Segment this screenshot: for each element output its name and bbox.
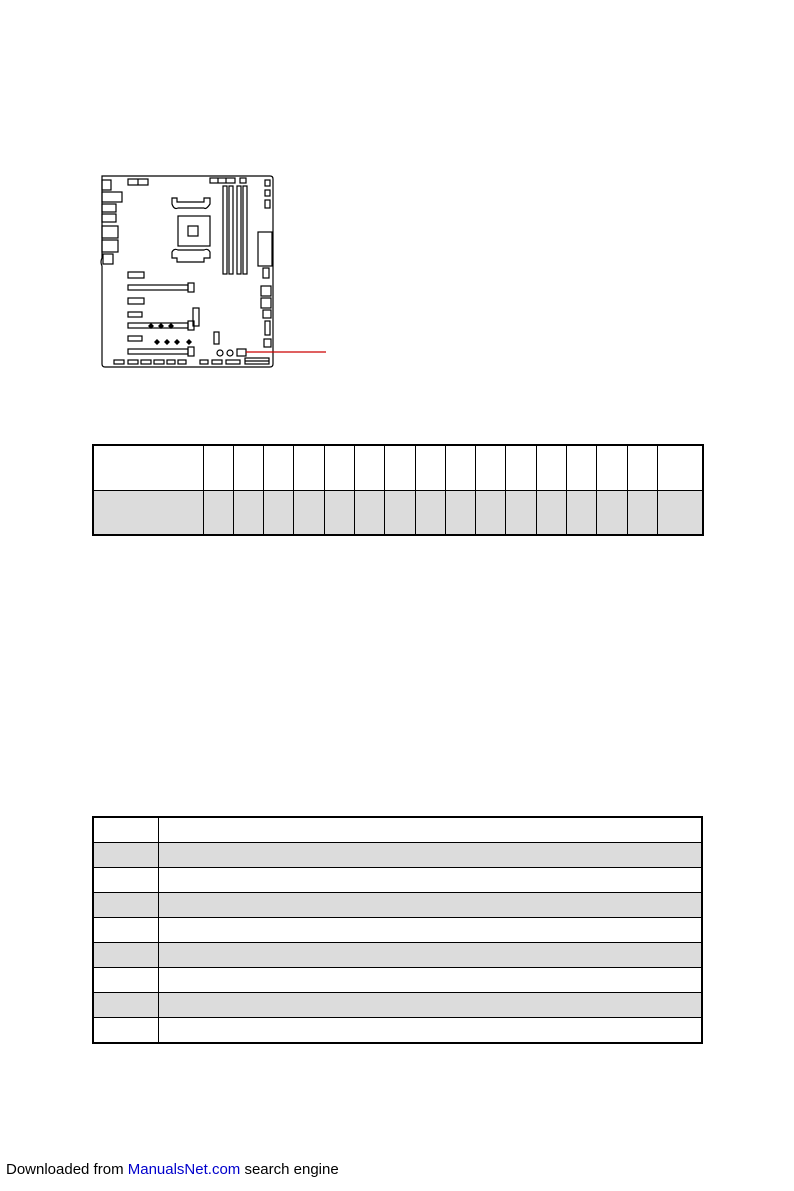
post-value-cell — [627, 491, 657, 536]
pin-table-row — [93, 817, 702, 843]
pin-table-row — [93, 943, 702, 968]
post-header-cell — [385, 445, 415, 491]
post-header-cell — [627, 445, 657, 491]
pin-number-cell — [93, 893, 158, 918]
post-value-cell — [264, 491, 294, 536]
pin-description-cell — [158, 1018, 702, 1044]
pin-table-row — [93, 968, 702, 993]
footer — [6, 1161, 339, 1178]
header — [263, 268, 269, 278]
post-header-cell — [294, 445, 324, 491]
post-header-cell — [597, 445, 627, 491]
post-value-cell — [476, 491, 506, 536]
header — [214, 332, 219, 344]
pcie-slot — [128, 349, 188, 354]
vrm-heatsink — [172, 198, 210, 209]
post-value-cell — [536, 491, 566, 536]
post-value-cell — [93, 491, 203, 536]
top-connector — [210, 178, 235, 183]
fan-header — [265, 200, 270, 208]
header — [264, 339, 271, 347]
footer-prefix: Downloaded from — [6, 1161, 128, 1178]
pin-number-cell — [93, 943, 158, 968]
dimm-slot — [243, 186, 247, 274]
post-value-cell — [415, 491, 445, 536]
post-header-cell — [506, 445, 536, 491]
vrm-heatsink — [172, 249, 210, 262]
post-value-cell — [597, 491, 627, 536]
button — [217, 350, 223, 356]
top-connector — [240, 178, 246, 183]
pin-table-row — [93, 1018, 702, 1044]
pin-number-cell — [93, 843, 158, 868]
pin-number-cell — [93, 918, 158, 943]
cpu-socket — [178, 216, 210, 246]
pcie-slot — [128, 312, 142, 317]
pin-number-cell — [93, 1018, 158, 1044]
pin-table-row — [93, 868, 702, 893]
post-value-cell — [324, 491, 354, 536]
pin-number-cell — [93, 993, 158, 1018]
dimm-slot — [223, 186, 227, 274]
io-port — [102, 204, 116, 212]
post-header-cell — [445, 445, 475, 491]
atx-power — [258, 232, 272, 266]
pin-description-cell — [158, 893, 702, 918]
io-port — [102, 180, 111, 190]
post-header-cell — [324, 445, 354, 491]
pin-number-cell — [93, 868, 158, 893]
post-header-cell — [264, 445, 294, 491]
pcie-slot — [128, 285, 188, 290]
post-value-cell — [445, 491, 475, 536]
post-header-cell — [203, 445, 233, 491]
fan-header — [265, 190, 270, 196]
post-header-cell — [93, 445, 203, 491]
io-port — [103, 254, 113, 264]
pin-description-cell — [158, 817, 702, 843]
post-value-cell — [203, 491, 233, 536]
io-port — [102, 226, 118, 238]
io-port — [102, 240, 118, 252]
m2-slot — [128, 272, 144, 278]
pin-number-cell — [93, 817, 158, 843]
pcie-latch — [188, 283, 194, 292]
dimm-slot — [237, 186, 241, 274]
post-value-cell — [233, 491, 263, 536]
dimm-slot — [229, 186, 233, 274]
post-value-cell — [657, 491, 703, 536]
post-value-cell — [506, 491, 536, 536]
sata-port — [263, 310, 271, 318]
m2-slot — [128, 298, 144, 304]
post-value-cell — [354, 491, 384, 536]
post-header-cell — [476, 445, 506, 491]
post-header-cell — [354, 445, 384, 491]
post-value-cell — [567, 491, 597, 536]
io-port — [102, 214, 116, 222]
sata-port — [261, 298, 271, 308]
motherboard-diagram — [100, 174, 330, 370]
post-value-cell — [294, 491, 324, 536]
post-header-cell — [233, 445, 263, 491]
post-header-cell — [657, 445, 703, 491]
pin-description-cell — [158, 943, 702, 968]
pcie-slot — [128, 323, 188, 328]
footer-suffix: search engine — [240, 1161, 339, 1178]
pin-description-cell — [158, 868, 702, 893]
post-table-header-row — [93, 445, 703, 491]
sata-port — [261, 286, 271, 296]
pin-description-cell — [158, 968, 702, 993]
pin-table-row — [93, 993, 702, 1018]
io-port — [102, 192, 122, 202]
pin-table-row — [93, 893, 702, 918]
pin-description-cell — [158, 918, 702, 943]
button — [227, 350, 233, 356]
post-header-cell — [567, 445, 597, 491]
pcie-slot — [128, 336, 142, 341]
post-header-cell — [415, 445, 445, 491]
post-value-cell — [385, 491, 415, 536]
post-header-cell — [536, 445, 566, 491]
pin-number-cell — [93, 968, 158, 993]
debug-led-header — [237, 349, 246, 356]
pin-description-cell — [158, 843, 702, 868]
fan-header — [265, 180, 270, 186]
pin-definition-table — [92, 816, 703, 1044]
post-table-value-row — [93, 491, 703, 536]
pin-description-cell — [158, 993, 702, 1018]
pin-table-body — [93, 817, 702, 1043]
post-code-table — [92, 444, 704, 536]
pcie-latch — [188, 347, 194, 356]
pin-table-row — [93, 843, 702, 868]
header — [265, 321, 270, 335]
cpu-socket-inner — [188, 226, 198, 236]
footer-link[interactable]: ManualsNet.com — [127, 1161, 241, 1178]
pin-table-row — [93, 918, 702, 943]
